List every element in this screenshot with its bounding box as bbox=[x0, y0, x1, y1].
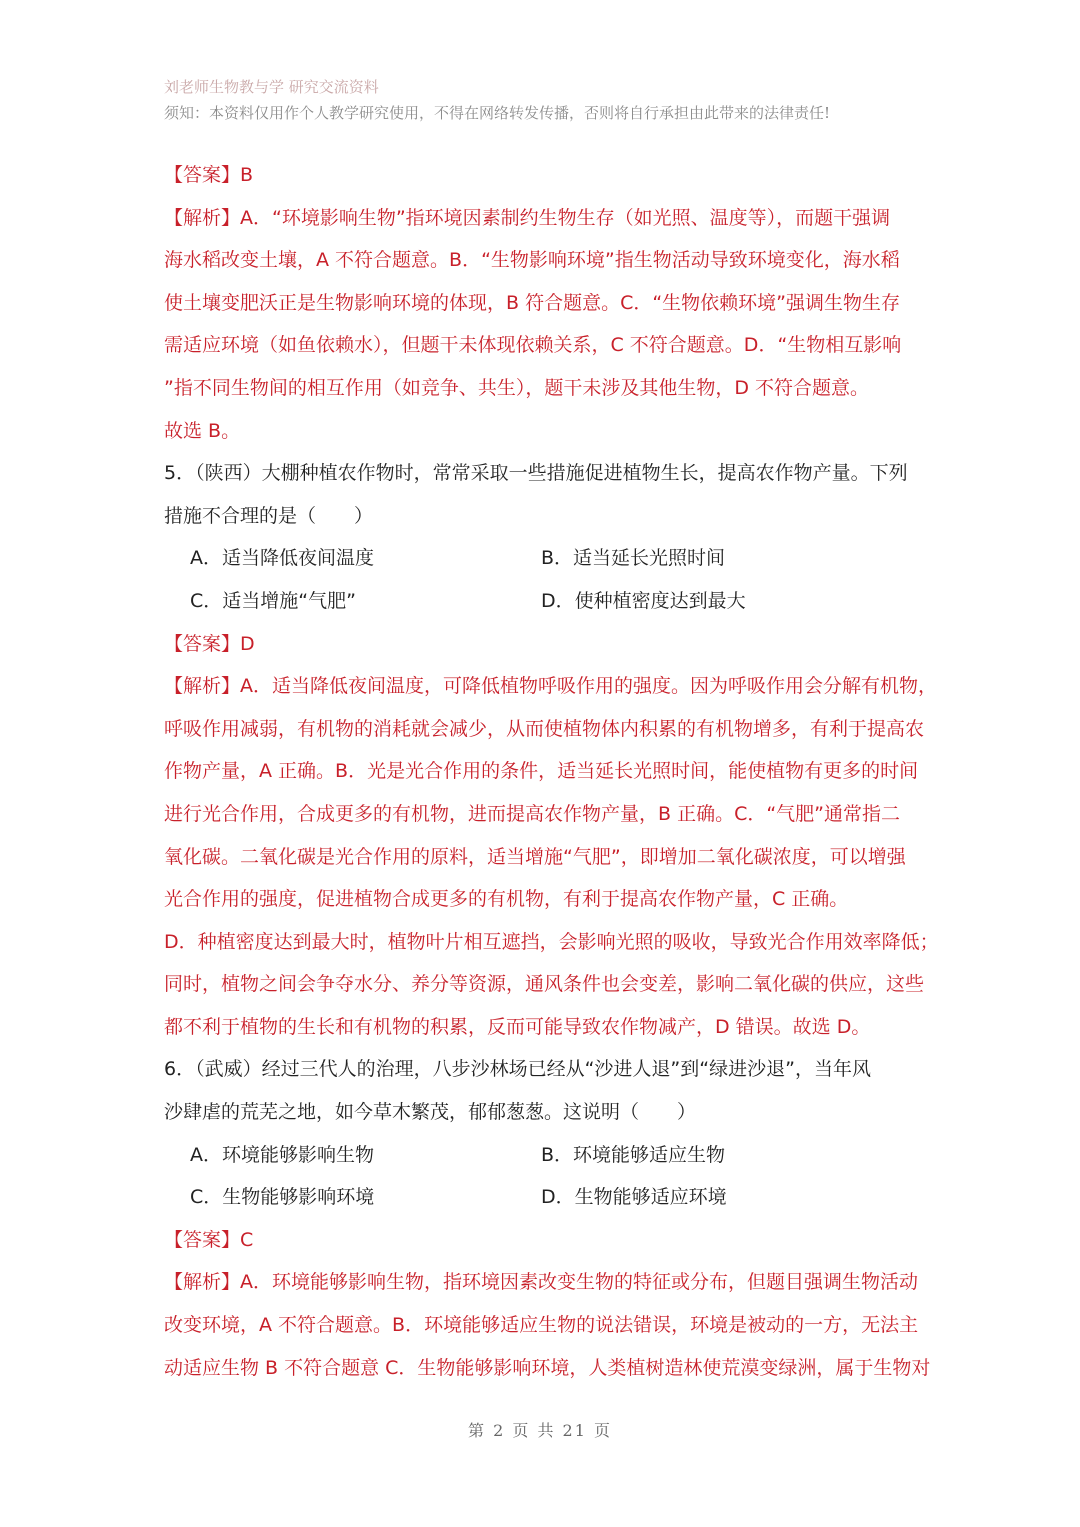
header-source: 刘老师生物教与学 研究交流资料 bbox=[164, 78, 379, 96]
q6-analysis-line: 改变环境，A 不符合题意。B．环境能够适应生物的说法错误，环境是被动的一方，无法主 bbox=[164, 1314, 919, 1337]
q6-stem-line: 6．（武威）经过三代人的治理，八步沙林场已经从“沙进人退”到“绿进沙退”，当年风 bbox=[164, 1058, 871, 1081]
q5-analysis-line: 【解析】A．适当降低夜间温度，可降低植物呼吸作用的强度。因为呼吸作用会分解有机物， bbox=[164, 675, 937, 698]
page-number-footer: 第 2 页 共 21 页 bbox=[468, 1421, 612, 1440]
q5-option-b: B．适当延长光照时间 bbox=[541, 547, 726, 570]
header-notice: 须知：本资料仅用作个人教学研究使用，不得在网络转发传播，否则将自行承担由此带来的法律责任! bbox=[164, 104, 831, 122]
q5-options-row bbox=[164, 580, 924, 623]
q4-analysis-line: 海水稻改变土壤，A 不符合题意。B．“生物影响环境”指生物活动导致环境变化，海水稻 bbox=[164, 249, 900, 272]
q5-analysis-line: 作物产量，A 正确。B．光是光合作用的条件，适当延长光照时间，能使植物有更多的时间 bbox=[164, 760, 919, 783]
q5-option-d: D．使种植密度达到最大 bbox=[541, 589, 746, 612]
q6-option-d: D．生物能够适应环境 bbox=[541, 1186, 727, 1209]
q5-analysis-line: D．种植密度达到最大时，植物叶片相互遮挡，会影响光照的吸收，导致光合作用效率降低； bbox=[164, 930, 939, 953]
q4-analysis-line: 【解析】A．“环境影响生物”指环境因素制约生物生存（如光照、温度等），而题干强调 bbox=[164, 206, 891, 229]
q6-analysis-line: 【解析】A．环境能够影响生物，指环境因素改变生物的特征或分布，但题目强调生物活动 bbox=[164, 1271, 918, 1294]
q6-answer: 【答案】C bbox=[164, 1228, 254, 1251]
q4-analysis-line: 使土壤变肥沃正是生物影响环境的体现，B 符合题意。C．“生物依赖环境”强调生物生存 bbox=[164, 291, 901, 314]
q5-option-a: A．适当降低夜间温度 bbox=[190, 547, 374, 570]
q5-option-c: C．适当增施“气肥” bbox=[190, 589, 356, 612]
q4-analysis-line: ”指不同生物间的相互作用（如竞争、共生），题干未涉及其他生物，D 不符合题意。 bbox=[164, 376, 870, 399]
q5-analysis-line: 呼吸作用减弱，有机物的消耗就会减少，从而使植物体内积累的有机物增多，有利于提高农 bbox=[164, 717, 925, 740]
q4-answer: 【答案】B bbox=[164, 164, 254, 186]
q5-analysis-line: 进行光合作用，合成更多的有机物，进而提高农作物产量，B 正确。C．“气肥”通常指二 bbox=[164, 802, 901, 825]
q6-analysis-line: 动适应生物 B 不符合题意 C．生物能够影响环境，人类植树造林使荒漠变绿洲，属于生物对 bbox=[164, 1356, 931, 1379]
document-body bbox=[164, 154, 939, 1389]
q5-analysis-line: 光合作用的强度，促进植物合成更多的有机物，有利于提高农作物产量，C 正确。 bbox=[164, 888, 849, 911]
page-header bbox=[164, 76, 830, 124]
q6-options-row bbox=[164, 1176, 924, 1219]
q6-option-c: C．生物能够影响环境 bbox=[190, 1186, 375, 1209]
q5-stem-line: 5．（陕西）大棚种植农作物时，常常采取一些措施促进植物生长，提高农作物产量。下列 bbox=[164, 462, 908, 485]
q5-analysis-line: 同时，植物之间会争夺水分、养分等资源，通风条件也会变差，影响二氧化碳的供应，这些 bbox=[164, 973, 925, 996]
q5-analysis-line: 都不利于植物的生长和有机物的积累，反而可能导致农作物减产，D 错误。故选 D。 bbox=[164, 1015, 871, 1038]
q4-conclusion: 故选 B。 bbox=[164, 419, 241, 442]
q4-analysis-line: 需适应环境（如鱼依赖水），但题干未体现依赖关系，C 不符合题意。D．“生物相互影响 bbox=[164, 334, 902, 357]
q6-stem-line: 沙肆虐的荒芜之地，如今草木繁茂，郁郁葱葱。这说明（ ） bbox=[164, 1101, 697, 1124]
q6-option-b: B．环境能够适应生物 bbox=[541, 1143, 726, 1166]
q5-analysis-line: 氧化碳。二氧化碳是光合作用的原料，适当增施“气肥”，即增加二氧化碳浓度，可以增强 bbox=[164, 845, 906, 868]
q6-option-a: A．环境能够影响生物 bbox=[190, 1143, 374, 1166]
q5-answer: 【答案】D bbox=[164, 632, 255, 655]
q5-options-row bbox=[164, 537, 924, 580]
q6-options-row bbox=[164, 1134, 924, 1177]
q5-stem-line: 措施不合理的是（ ） bbox=[164, 504, 374, 527]
